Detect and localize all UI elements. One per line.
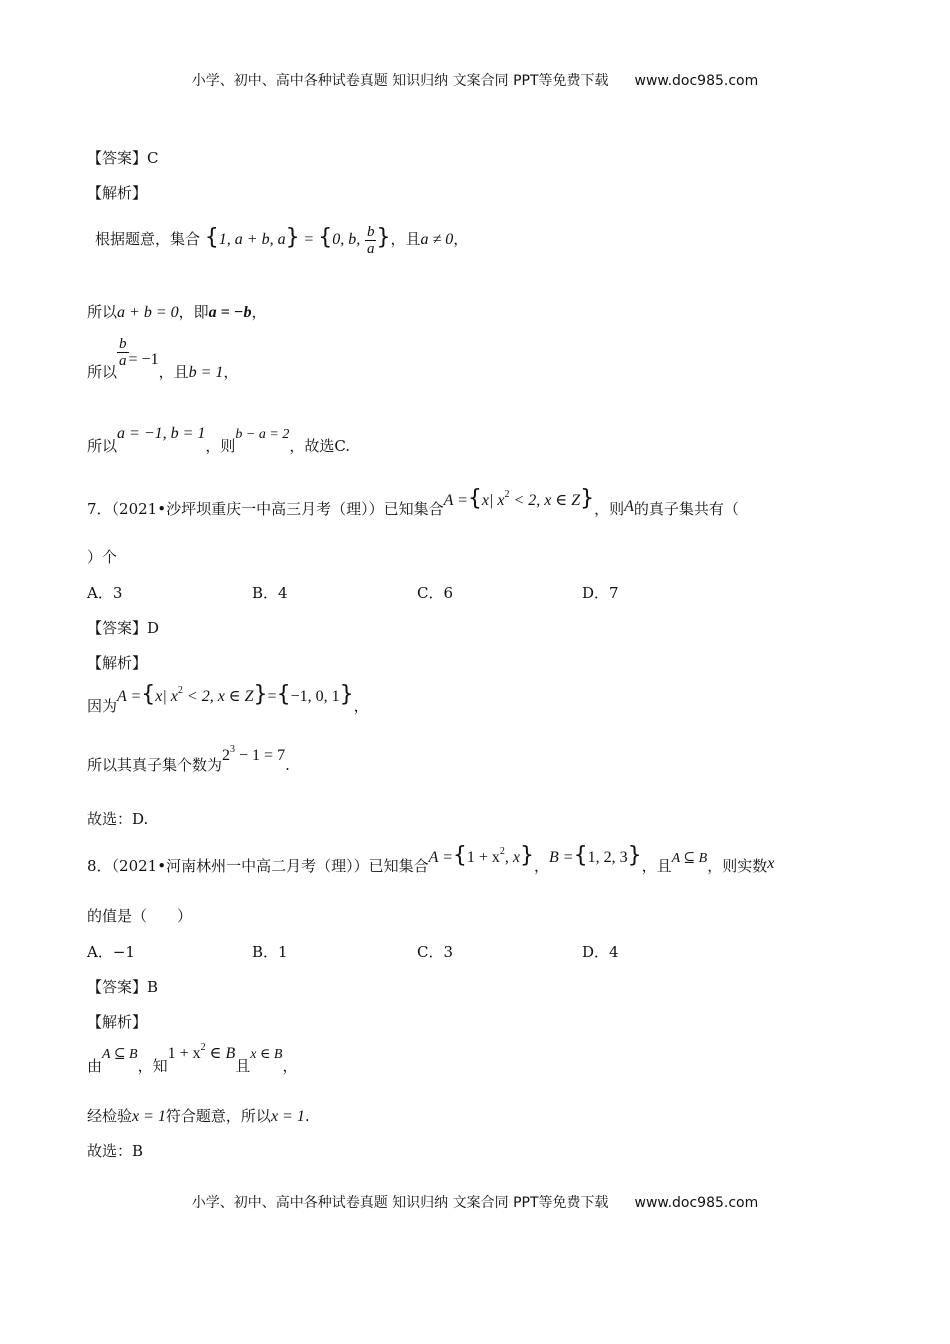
q6-answer: 【答案】C xyxy=(87,149,159,167)
q8-stem: 8．（2021•河南林州一中高二月考（理））已知集合$A =\{1 + x^2$, x}，B ={1, 2, 3}，且A ⊆ B，则实数x xyxy=(87,843,775,875)
q8-analysis-label: 【解析】 xyxy=(87,1013,148,1031)
q8-option-a[interactable]: A．−1 xyxy=(87,943,135,961)
q7-stem-line-2: ）个 xyxy=(87,548,118,566)
footer-site-link[interactable]: www.doc985.com xyxy=(634,1195,759,1211)
q7-analysis-line-2: 所以其真子集个数为$2^3 - 1 = 7$. xyxy=(87,744,290,774)
q6-analysis-line-3: 所以 $\frac{b}{a}$ = −1，且b = 1， xyxy=(87,336,239,381)
q7-option-c[interactable]: C．6 xyxy=(417,584,454,602)
q8-analysis-line-1: 由A ⊆ B，知$1 + x^2$ ∈ B且x ∈ B， xyxy=(87,1042,298,1075)
q6-analysis-line-4: 所以a = −1, b = 1，则b − a = 2，故选C. xyxy=(87,425,351,455)
q8-stem-line-2: 的值是（ ） xyxy=(87,907,193,925)
header-text: 小学、初中、高中各种试卷真题 知识归纳 文案合同 PPT等免费下载 xyxy=(191,73,609,89)
q6-analysis-line-1: 根据题意，集合 {1, a + b, a} = {0, b, $\frac{b}{a}$ }，且a ≠ 0， xyxy=(95,223,469,257)
q6-analysis-line-2: 所以a + b = 0，即a = −b， xyxy=(87,303,267,321)
q7-analysis-label: 【解析】 xyxy=(87,654,148,672)
q8-option-c[interactable]: C．3 xyxy=(417,943,454,961)
q7-stem: 7．（2021•沙坪坝重庆一中高三月考（理））已知集合A ={x| $x^2 < 2$, x ∈ Z}，则A的真子集共有（ xyxy=(87,486,739,518)
q8-analysis-line-2: 经检验x = 1符合题意，所以x = 1. xyxy=(87,1107,310,1125)
fraction-b-over-a: $\frac{b}{a}$ xyxy=(119,336,127,369)
header-site-link[interactable]: www.doc985.com xyxy=(634,73,759,89)
q7-option-a[interactable]: A．3 xyxy=(87,584,123,602)
q8-option-b[interactable]: B．1 xyxy=(252,943,288,961)
q8-conclusion: 故选：B xyxy=(87,1142,144,1160)
page-footer xyxy=(0,1192,950,1212)
q7-analysis-line-1: 因为A ={x| $x^2 < 2$, x ∈ Z}={−1, 0, 1}， xyxy=(87,682,369,715)
q6-analysis-label: 【解析】 xyxy=(87,184,148,202)
q7-answer: 【答案】D xyxy=(87,619,160,637)
q7-option-b[interactable]: B．4 xyxy=(252,584,288,602)
q7-conclusion: 故选：D. xyxy=(87,810,149,828)
q8-option-d[interactable]: D．4 xyxy=(582,943,619,961)
footer-text: 小学、初中、高中各种试卷真题 知识归纳 文案合同 PPT等免费下载 xyxy=(191,1195,609,1211)
page-header xyxy=(0,70,950,90)
q7-option-d[interactable]: D．7 xyxy=(582,584,619,602)
q8-answer: 【答案】B xyxy=(87,978,159,996)
fraction-b-over-a: $\frac{b}{a}$ xyxy=(366,223,375,257)
